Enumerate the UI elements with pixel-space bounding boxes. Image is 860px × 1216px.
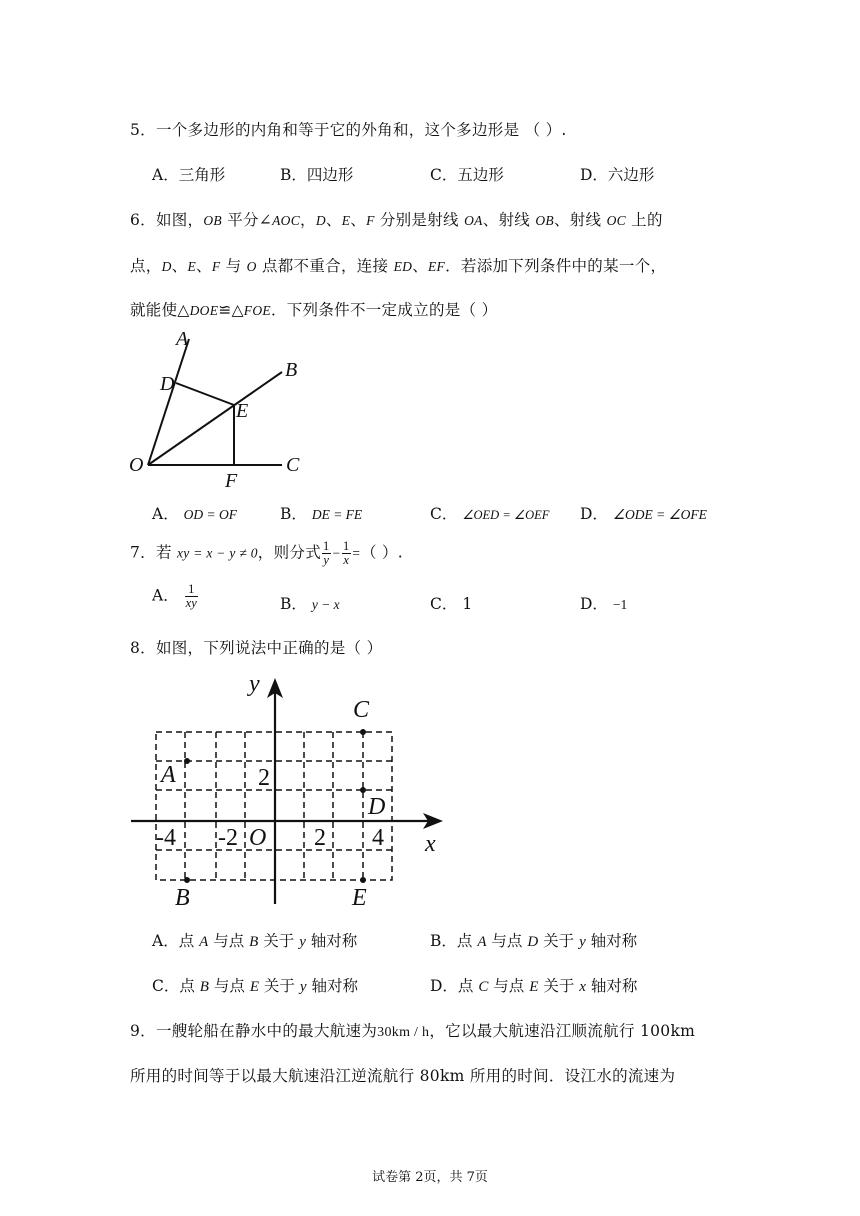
label-f: F xyxy=(225,470,238,492)
q7-frac-1-over-y: $\frac{1}{y}$ xyxy=(323,539,330,567)
q7-option-a: A． $\frac{1}{xy}$ xyxy=(152,582,197,610)
q9-stem-line2: 所用的时间等于以最大航速沿江逆流航行 80km 所用的时间．设江水的流速为 xyxy=(130,1067,676,1085)
label-e: E xyxy=(236,400,249,422)
label-e: E xyxy=(352,885,367,911)
tick-2y: 2 xyxy=(258,765,270,791)
q7-option-c: C． 1 xyxy=(430,595,473,613)
q5-option-c: C．五边形 xyxy=(430,166,504,184)
label-a: A xyxy=(161,762,176,788)
q6-option-b: B． DE = FE xyxy=(280,505,363,523)
q5-option-a: A．三角形 xyxy=(152,166,226,184)
point-a xyxy=(184,758,190,764)
q9-stem-line1: 9．一艘轮船在静水中的最大航速为30km / h，它以最大航速沿江顺流航行 100km xyxy=(130,1022,696,1040)
q8-stem: 8．如图，下列说法中正确的是（ ） xyxy=(130,639,383,657)
ray-oa xyxy=(148,339,189,465)
q6-stem-line2: 点，D、E、F 与 O 点都不重合，连接 ED、EF．若添加下列条件中的某一个， xyxy=(130,257,667,275)
label-a: A xyxy=(176,328,189,350)
q6-stem-line3: 就能使△DOE≌△FOE．下列条件不一定成立的是（ ） xyxy=(130,301,498,319)
point-d xyxy=(360,787,366,793)
point-b xyxy=(184,877,190,883)
label-c: C xyxy=(353,697,370,723)
label-o: O xyxy=(249,825,267,851)
q7-stem: 7．若 xy = x − y ≠ 0，则分式 $\frac{1}{y}$ − $\frac{1}{x}$ =（ ）. xyxy=(130,539,404,567)
q7-option-d: D． −1 xyxy=(580,595,628,613)
tick-neg4: -4 xyxy=(156,825,176,851)
page-footer: 试卷第 2页，共 7页 xyxy=(372,1170,488,1185)
q7-frac-1-over-x: $\frac{1}{x}$ xyxy=(342,539,350,567)
q8-coordinate-grid-figure xyxy=(125,668,455,918)
q6-option-a: A． OD = OF xyxy=(152,505,237,523)
label-d: D xyxy=(160,373,175,395)
q7-option-b: B． y − x xyxy=(280,595,340,613)
tick-neg2: -2 xyxy=(218,825,238,851)
point-e xyxy=(360,877,366,883)
label-o: O xyxy=(129,454,144,476)
q6-angle-figure xyxy=(120,325,320,495)
tick-4: 4 xyxy=(372,825,384,851)
q6-option-d: D． ∠ODE = ∠OFE xyxy=(580,505,707,523)
label-c: C xyxy=(286,454,300,476)
segment-ed xyxy=(176,383,234,405)
q5-option-b: B．四边形 xyxy=(280,166,354,184)
q5-stem: 5．一个多边形的内角和等于它的外角和，这个多边形是 （ ）. xyxy=(130,121,567,139)
label-d: D xyxy=(368,794,386,820)
tick-2x: 2 xyxy=(314,825,326,851)
q8-option-a: A．点 A 与点 B 关于 y 轴对称 xyxy=(152,932,358,950)
q8-option-c: C．点 B 与点 E 关于 y 轴对称 xyxy=(152,977,358,995)
q5-option-d: D．六边形 xyxy=(580,166,655,184)
label-b: B xyxy=(285,359,298,381)
label-b: B xyxy=(175,885,190,911)
point-c xyxy=(360,729,366,735)
q6-option-c: C． ∠OED = ∠OEF xyxy=(430,505,550,523)
label-y: y xyxy=(249,671,260,697)
q8-option-d: D．点 C 与点 E 关于 x 轴对称 xyxy=(430,977,638,995)
q8-option-b: B．点 A 与点 D 关于 y 轴对称 xyxy=(430,932,638,950)
q6-stem-line1: 6．如图，OB 平分∠AOC，D、E、F 分别是射线 OA、射线 OB、射线 OC 上的 xyxy=(130,211,663,229)
label-x: x xyxy=(425,831,436,857)
